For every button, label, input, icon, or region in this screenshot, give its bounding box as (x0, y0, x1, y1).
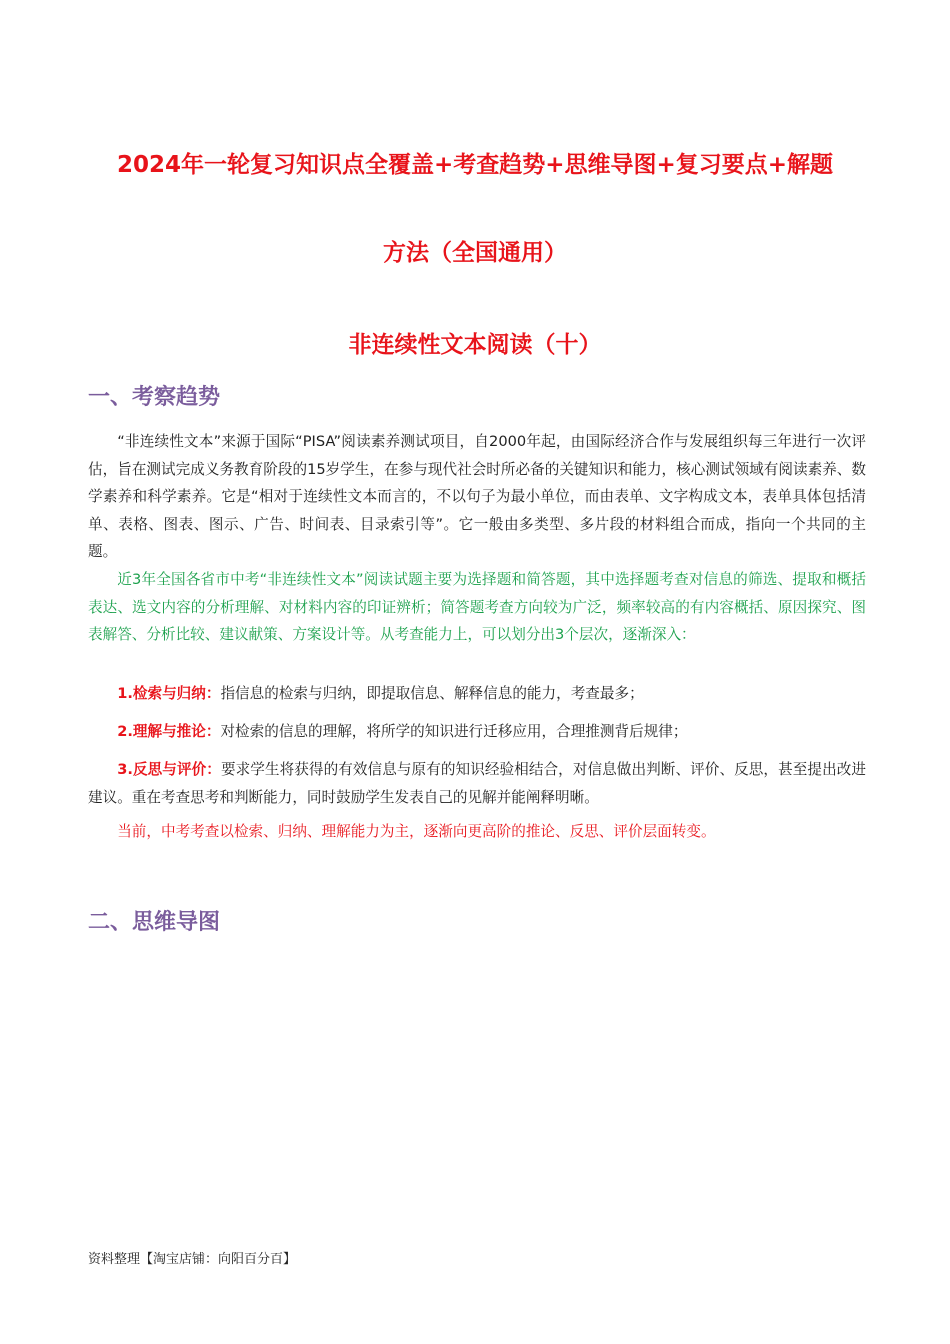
document-title-line-1: 2024年一轮复习知识点全覆盖+考查趋势+思维导图+复习要点+解题 (116, 152, 834, 178)
document-subtitle: 非连续性文本阅读（十） (348, 332, 602, 358)
level-2-text: 对检索的信息的理解，将所学的知识进行迁移应用，合理推测背后规律； (220, 723, 688, 740)
exam-overview-paragraph: 近3年全国各省市中考“非连续性文本”阅读试题主要为选择题和简答题，其中选择题考查对信息的筛选、提取和概括表达、选文内容的分析理解、对材料内容的印证辨析；简答题考查方向较为广泛，频率较高的有内容概括、原因探究、图表解答、分析比较、建议献策、方案设计等。从考查能力上，可以划分出3个层次，逐渐深入： (88, 571, 866, 643)
section-heading-mind-map: 二、思维导图 (88, 910, 221, 935)
level-1-label: 1.检索与归纳： (117, 685, 221, 702)
document-title-line-2: 方法（全国通用） (383, 240, 567, 266)
level-2-label: 2.理解与推论： (117, 723, 221, 740)
level-3-paragraph (88, 756, 866, 811)
intro-paragraph: “非连续性文本”来源于国际“PISA”阅读素养测试项目，自2000年起，由国际经济合作与发展组织每三年进行一次评估，旨在测试完成义务教育阶段的15岁学生，在参与现代社会时所必备的关键知识和能力，核心测试领域有阅读素养、数学素养和科学素养。它是“相对于连续性文本而言的，不以句子为最小单位，而由表单、文字构成文本，表单具体包括清单、表格、图表、图示、广告、时间表、目录索引等”。它一般由多类型、多片段的材料组合而成，指向一个共同的主题。 (88, 433, 866, 560)
level-2-paragraph (88, 718, 866, 746)
conclusion-paragraph: 当前，中考考查以检索、归纳、理解能力为主，逐渐向更高阶的推论、反思、评价层面转变。 (117, 823, 716, 840)
level-1-paragraph (88, 680, 866, 708)
level-1-text: 指信息的检索与归纳，即提取信息、解释信息的能力，考查最多； (220, 685, 644, 702)
level-3-label: 3.反思与评价： (117, 761, 221, 778)
footer-source-note: 资料整理【淘宝店铺：向阳百分百】 (88, 1252, 297, 1267)
level-3-text: 要求学生将获得的有效信息与原有的知识经验相结合，对信息做出判断、评价、反思，甚至提出改进建议。重在考查思考和判断能力，同时鼓励学生发表自己的见解并能阐释明晰。 (88, 761, 866, 806)
section-heading-trends: 一、考察趋势 (88, 385, 221, 410)
